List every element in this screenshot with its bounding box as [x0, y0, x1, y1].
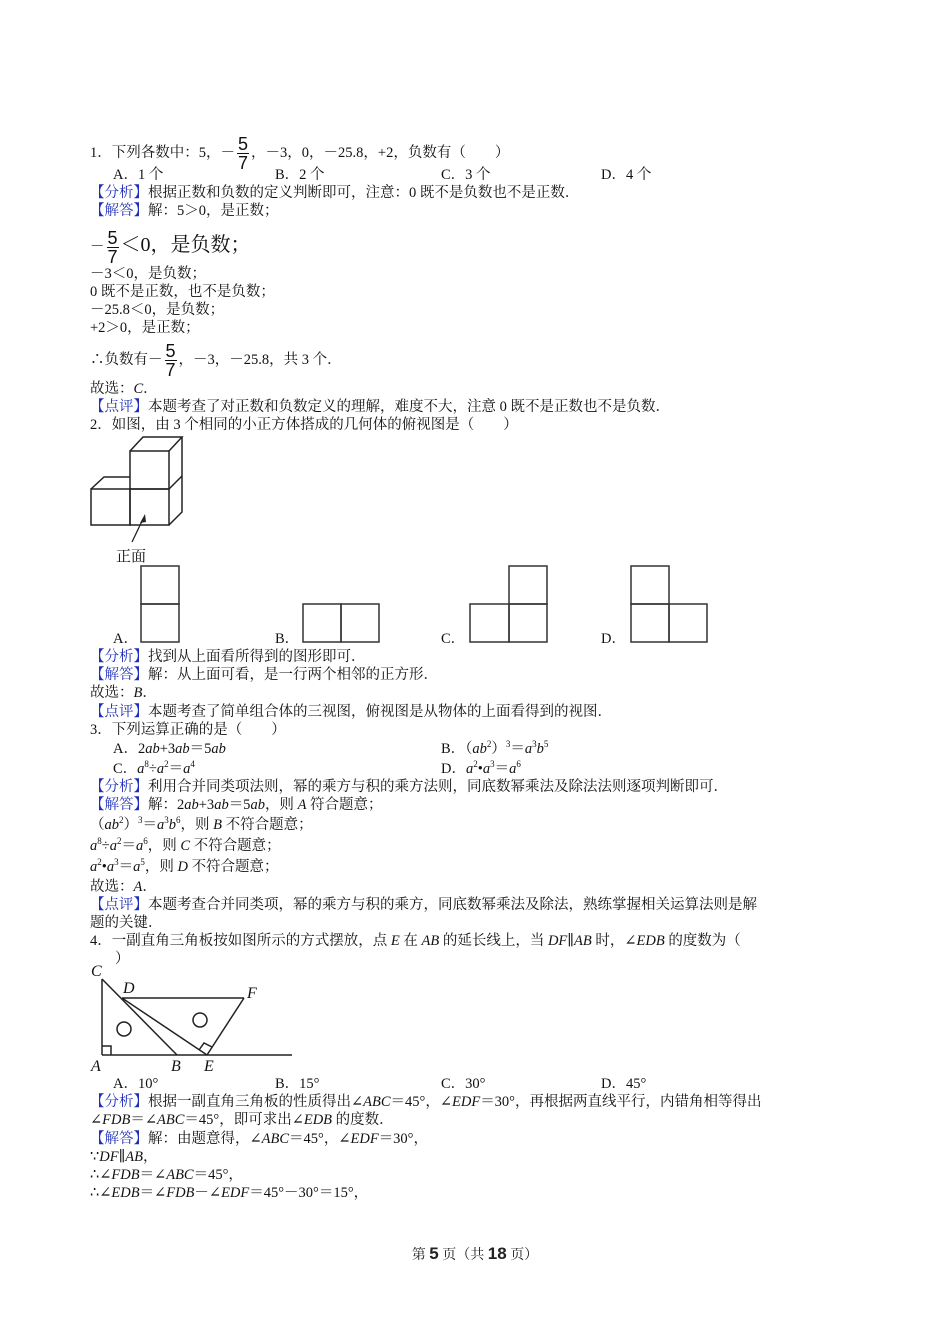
comment-tag: 【点评】 — [90, 704, 148, 720]
point-f-label: F — [247, 985, 257, 1002]
q3-option-c: C．$a^8\div a^2=a^4$ — [113, 759, 195, 777]
q3-answer-line-2: $(ab^2)^3=a^3b^6$，则 B 不符合题意； — [90, 815, 313, 833]
analysis-tag: 【分析】 — [90, 649, 148, 665]
answer-tag: 【解答】 — [90, 797, 148, 813]
answer-tag: 【解答】 — [90, 203, 148, 219]
analysis-tag: 【分析】 — [90, 1094, 148, 1110]
q2-option-a: A． — [113, 631, 138, 647]
frac-sign: － — [148, 351, 163, 368]
q3-answer-line-4: $a^2•a^3=a^5$，则 D 不符合题意； — [90, 857, 279, 875]
choice-suffix: ． — [142, 879, 157, 895]
q2-stem: 2．如图，由 3 个相同的小正方体搭成的几何体的俯视图是（ ） — [90, 417, 518, 433]
q1-option-d: D．4 个 — [601, 167, 652, 183]
choice-prefix: 故选： — [90, 879, 134, 895]
frac-num: 5 — [107, 228, 118, 248]
frac-den: 7 — [238, 153, 249, 173]
analysis-text: 找到从上面看所得到的图形即可． — [148, 649, 366, 665]
answer-line: 解：5＞0，是正数； — [148, 203, 279, 219]
q3-option-b: B．$(ab^2)^3=a^3b^5$ — [441, 739, 549, 757]
point-c-label: C — [91, 963, 102, 980]
comment-text: 本题考查了对正数和负数定义的理解，难度不大，注意 0 既不是正数也不是负数． — [148, 399, 670, 415]
q1-frac-sign: － — [220, 144, 235, 161]
footer-suffix: 页） — [510, 1248, 539, 1263]
frac-sign: － — [90, 238, 105, 255]
analysis-tag: 【分析】 — [90, 779, 148, 795]
q4-option-d: D．45° — [601, 1076, 647, 1092]
choice-suffix: ． — [142, 685, 157, 701]
comment-tag: 【点评】 — [90, 897, 148, 913]
current-page-number: 5 — [429, 1244, 439, 1263]
q4-stem: 4．一副直角三角板按如图所示的方式摆放，点 E 在 AB 的延长线上，当 DF∥AB 时，∠EDB 的度数为（ — [90, 933, 741, 949]
frac-num: 5 — [165, 341, 176, 361]
choice-letter: B — [133, 685, 143, 701]
q4-stem-line-2: ） — [115, 951, 130, 967]
q4-option-b: B．15° — [275, 1076, 320, 1092]
point-d-label: D — [123, 980, 135, 997]
q1-answer-line-6: +2＞0，是正数； — [90, 320, 200, 336]
q3-answer-line-3: $a^8\div a^2=a^6$，则 C 不符合题意； — [90, 836, 281, 854]
q1-stem-prefix: 1．下列各数中：5， — [90, 144, 221, 161]
analysis-text: 利用合并同类项法则，幂的乘方与积的乘方法则，同底数幂乘法及除法法则逐项判断即可． — [148, 779, 728, 795]
comment-text: 本题考查合并同类项，幂的乘方与积的乘方，同底数幂乘法及除法，熟练掌握相关运算法则是解 — [148, 897, 757, 913]
frac-num: 5 — [238, 134, 249, 154]
q3-stem: 3．下列运算正确的是（ ） — [90, 722, 286, 738]
q4-answer-line-4: ∴∠EDB＝∠FDB－∠EDF＝45°－30°＝15°， — [90, 1185, 369, 1201]
q4-answer-line-1: 【解答】解：由题意得，∠ABC＝45°，∠EDF＝30°， — [90, 1131, 428, 1147]
front-face-label: 正面 — [116, 549, 147, 565]
choice-prefix: 故选： — [90, 685, 134, 701]
answer-tag: 【解答】 — [90, 667, 148, 683]
q1-answer-line-4: 0 既不是正数，也不是负数； — [90, 284, 275, 300]
q4-analysis-line-2: ∠FDB＝∠ABC＝45°，即可求出∠EDB 的度数． — [90, 1112, 394, 1128]
q3-option-a: A．2ab+3ab＝5ab — [113, 741, 226, 757]
page-footer — [0, 1244, 950, 1264]
q4-analysis: 【分析】根据一副直角三角板的性质得出∠ABC＝45°，∠EDF＝30°，再根据两直线平行，内错角相等得出 — [90, 1094, 762, 1110]
q4-answer-line-3: ∴∠FDB＝∠ABC＝45°， — [90, 1167, 243, 1183]
q1-option-b: B．2 个 — [275, 167, 325, 183]
answer-line: ，－3，－25.8，共 3 个． — [178, 351, 342, 368]
q1-answer-line-5: －25.8＜0，是负数； — [90, 302, 225, 318]
q2-option-c: C． — [441, 631, 466, 647]
q3-comment-line-2: 题的关键． — [90, 915, 163, 931]
answer-text: 解：从上面可看，是一行两个相邻的正方形． — [148, 667, 438, 683]
comment-text: 本题考查了简单组合体的三视图，俯视图是从物体的上面看得到的视图． — [148, 704, 612, 720]
total-pages-number: 18 — [487, 1244, 507, 1263]
answer-tag: 【解答】 — [90, 1131, 148, 1147]
frac-den: 7 — [165, 360, 176, 380]
point-b-label: B — [171, 1058, 181, 1075]
q1-stem-suffix: ，－3，0，－25.8，+2，负数有（ ） — [251, 144, 510, 161]
point-e-label: E — [204, 1058, 214, 1075]
q1-option-c: C．3 个 — [441, 167, 491, 183]
choice-suffix: ． — [143, 381, 158, 397]
q4-answer-line-2: ∵DF∥AB， — [90, 1149, 158, 1165]
point-a-label: A — [91, 1058, 101, 1075]
q1-answer-line-3: －3＜0，是负数； — [90, 266, 206, 282]
choice-letter: C — [133, 381, 144, 397]
analysis-tag: 【分析】 — [90, 185, 148, 201]
q4-option-c: C．30° — [441, 1076, 486, 1092]
answer-line: ∴负数有 — [90, 351, 148, 368]
comment-tag: 【点评】 — [90, 399, 148, 415]
q3-answer-line-1: 【解答】解：2ab+3ab＝5ab，则 A 符合题意； — [90, 797, 383, 813]
footer-middle: 页（共 — [442, 1248, 485, 1263]
q4-option-a: A．10° — [113, 1076, 159, 1092]
frac-den: 7 — [107, 247, 118, 267]
choice-letter: A — [133, 879, 143, 895]
q3-option-d: D．$a^2•a^3=a^6$ — [441, 759, 521, 777]
footer-prefix: 第 — [411, 1248, 426, 1263]
q2-option-b: B． — [275, 631, 300, 647]
choice-prefix: 故选： — [90, 381, 134, 397]
q1-option-a: A．1 个 — [113, 167, 164, 183]
analysis-text: 根据正数和负数的定义判断即可，注意：0 既不是负数也不是正数． — [148, 185, 580, 201]
q2-option-d: D． — [601, 631, 626, 647]
answer-line: ＜0，是负数； — [120, 233, 251, 256]
